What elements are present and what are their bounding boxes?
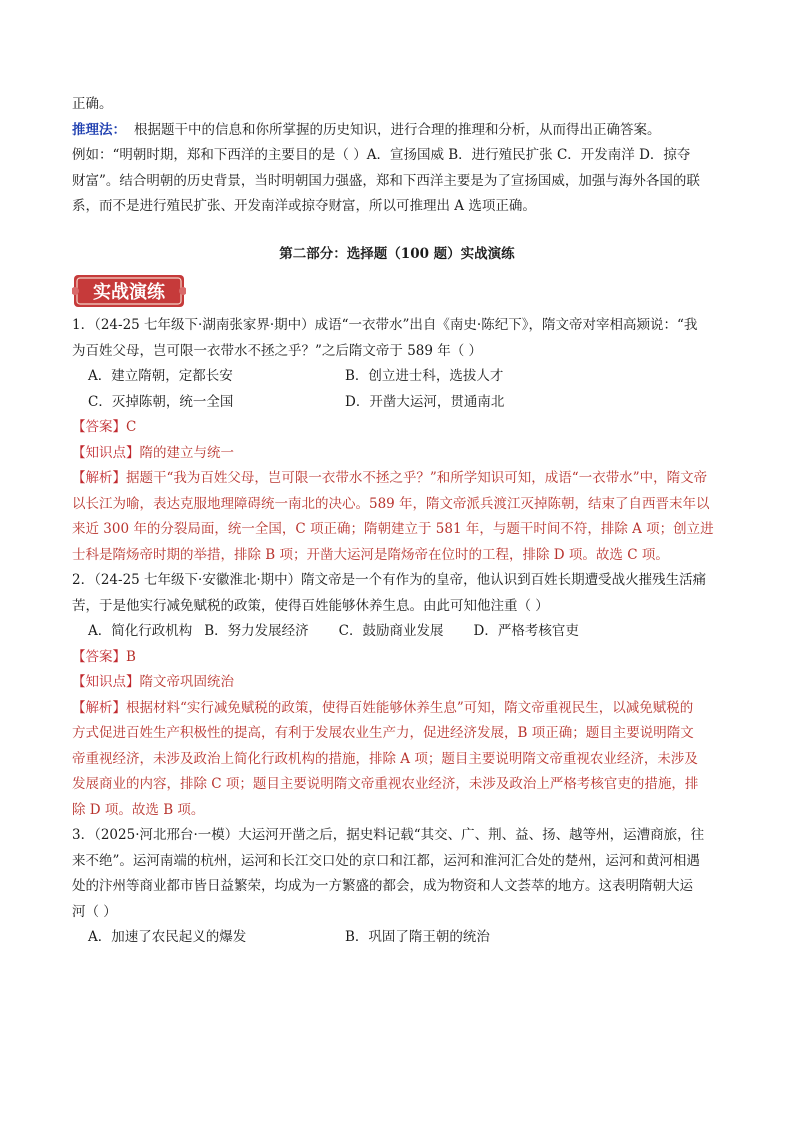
q3-options-row-1 xyxy=(72,925,722,951)
method-label: 推理法： xyxy=(72,121,126,138)
answer-label: 【答案】 xyxy=(72,648,126,665)
q2-option-a: A．简化行政机构 xyxy=(88,623,193,639)
q2-option-d: D．严格考核官吏 xyxy=(473,623,579,639)
analysis-label: 【解析】 xyxy=(72,470,126,486)
practice-banner xyxy=(72,273,186,309)
q1-knowledge-value: 隋的建立与统一 xyxy=(139,444,234,461)
q3-option-b: B．巩固了隋王朝的统治 xyxy=(345,929,490,945)
document-page xyxy=(72,92,722,951)
knowledge-label: 【知识点】 xyxy=(72,674,140,690)
q2-knowledge-value: 隋文帝巩固统治 xyxy=(139,674,234,690)
analysis-label: 【解析】 xyxy=(72,699,126,716)
banner-text: 实战演练 xyxy=(93,282,165,303)
q3-stem-4: 河（ ） xyxy=(72,903,117,920)
q1-option-b: B．创立进士科，选拔人才 xyxy=(345,368,504,384)
q1-options-row-1 xyxy=(72,364,722,390)
q3-option-a: A．加速了农民起义的爆发 xyxy=(88,929,247,945)
intro-line: 正确。 xyxy=(72,96,113,112)
q1-option-d: D．开凿大运河，贯通南北 xyxy=(345,393,505,410)
section-title: 第二部分：选择题（100 题）实战演练 xyxy=(279,245,515,262)
q1-options-row-2 xyxy=(72,390,722,416)
q2-option-b: B．努力发展经济 xyxy=(204,623,309,639)
example-line-1: 例如：“明朝时期，郑和下西洋的主要目的是（ ）A．宣扬国威 B．进行殖民扩张 C．开发南洋 D．掠夺 xyxy=(72,147,691,163)
q1-analysis-text-1: 据题干“我为百姓父母，岂可限一衣带水不拯之乎？”和所学知识可知，成语“一衣带水”中，隋文帝 xyxy=(126,470,708,486)
q2-analysis-2: 方式促进百姓生产积极性的提高，有利于发展农业生产力，促进经济发展，B 项正确；题目主要说明隋文 xyxy=(72,725,694,741)
q2-option-c: C．鼓励商业发展 xyxy=(338,623,444,639)
q1-option-a: A．建立隋朝，定都长安 xyxy=(88,368,233,384)
q1-analysis-1 xyxy=(72,466,722,492)
q1-analysis-2: 以长江为喻，表达克服地理障碍统一南北的决心。589 年，隋文帝派兵渡江灭掉陈朝，结束了自西晋末年以 xyxy=(72,495,710,512)
q2-analysis-3: 帝重视经济，未涉及政治上简化行政机构的措施，排除 A 项；题目主要说明隋文帝重视农业经济，未涉及 xyxy=(72,750,698,767)
q2-options-row xyxy=(72,619,722,645)
q2-analysis-5: 除 D 项。故选 B 项。 xyxy=(72,801,205,818)
knowledge-label: 【知识点】 xyxy=(72,444,140,461)
q1-answer-value: C xyxy=(126,419,137,435)
q1-stem-1: 1．（24-25 七年级下·湖南张家界·期中）成语“一衣带水”出自《南史·陈纪下》，隋文帝对宰相高颎说：“我 xyxy=(72,317,698,333)
q2-analysis-1 xyxy=(72,696,722,722)
method-paragraph xyxy=(72,118,722,144)
q3-stem-1: 3．（2025·河北邢台·一模）大运河开凿之后，据史料记载“其交、广、荆、益、扬、越等州，运漕商旅，往 xyxy=(72,827,705,843)
method-text: 根据题干中的信息和你所掌握的历史知识，进行合理的推理和分析，从而得出正确答案。 xyxy=(134,121,661,138)
q2-analysis-text-1: 根据材料“实行减免赋税的政策，使得百姓能够休养生息”可知，隋文帝重视民生，以减免赋税的 xyxy=(126,699,694,716)
q2-stem-2: 苦，于是他实行减免赋税的政策，使得百姓能够休养生息。由此可知他注重（ ） xyxy=(72,597,549,614)
q1-option-c: C．灭掉陈朝，统一全国 xyxy=(88,393,234,410)
q1-analysis-3: 来近 300 年的分裂局面，统一全国，C 项正确；隋朝建立于 581 年，与题干时间不符，排除 A 项；创立进 xyxy=(72,521,714,537)
banner-graphic xyxy=(72,273,186,309)
q1-knowledge xyxy=(72,441,722,467)
q1-answer xyxy=(72,415,722,441)
q2-answer-value: B xyxy=(126,648,136,665)
q3-stem-3: 处的汴州等商业都市皆日益繁荣，均成为一方繁盛的都会，成为物资和人文荟萃的地方。这表明隋朝大运 xyxy=(72,878,693,894)
q1-analysis-4: 士科是隋炀帝时期的举措，排除 B 项；开凿大运河是隋炀帝在位时的工程，排除 D 项。故选 C 项。 xyxy=(72,546,669,563)
q1-stem-2: 为百姓父母，岂可限一衣带水不拯之乎？”之后隋文帝于 589 年（ ） xyxy=(72,342,483,359)
example-line-2: 财富”。结合明朝的历史背景，当时明朝国力强盛，郑和下西洋主要是为了宣扬国威，加强与海外各国的联 xyxy=(72,172,700,189)
q3-stem-2: 来不绝”。运河南端的杭州，运河和长江交口处的京口和江都，运河和淮河汇合处的楚州，运河和黄河相遇 xyxy=(72,852,700,869)
q2-stem-1: 2．（24-25 七年级下·安徽淮北·期中）隋文帝是一个有作为的皇帝，他认识到百姓长期遭受战火摧残生活痛 xyxy=(72,572,707,588)
q2-analysis-4: 发展商业的内容，排除 C 项；题目主要说明隋文帝重视农业经济，未涉及政治上严格考核官吏的措施，排 xyxy=(72,776,699,792)
q2-knowledge xyxy=(72,670,722,696)
q2-answer xyxy=(72,645,722,671)
answer-label: 【答案】 xyxy=(72,419,126,435)
example-line-3: 系，而不是进行殖民扩张、开发南洋或掠夺财富，所以可推理出 A 选项正确。 xyxy=(72,198,536,214)
